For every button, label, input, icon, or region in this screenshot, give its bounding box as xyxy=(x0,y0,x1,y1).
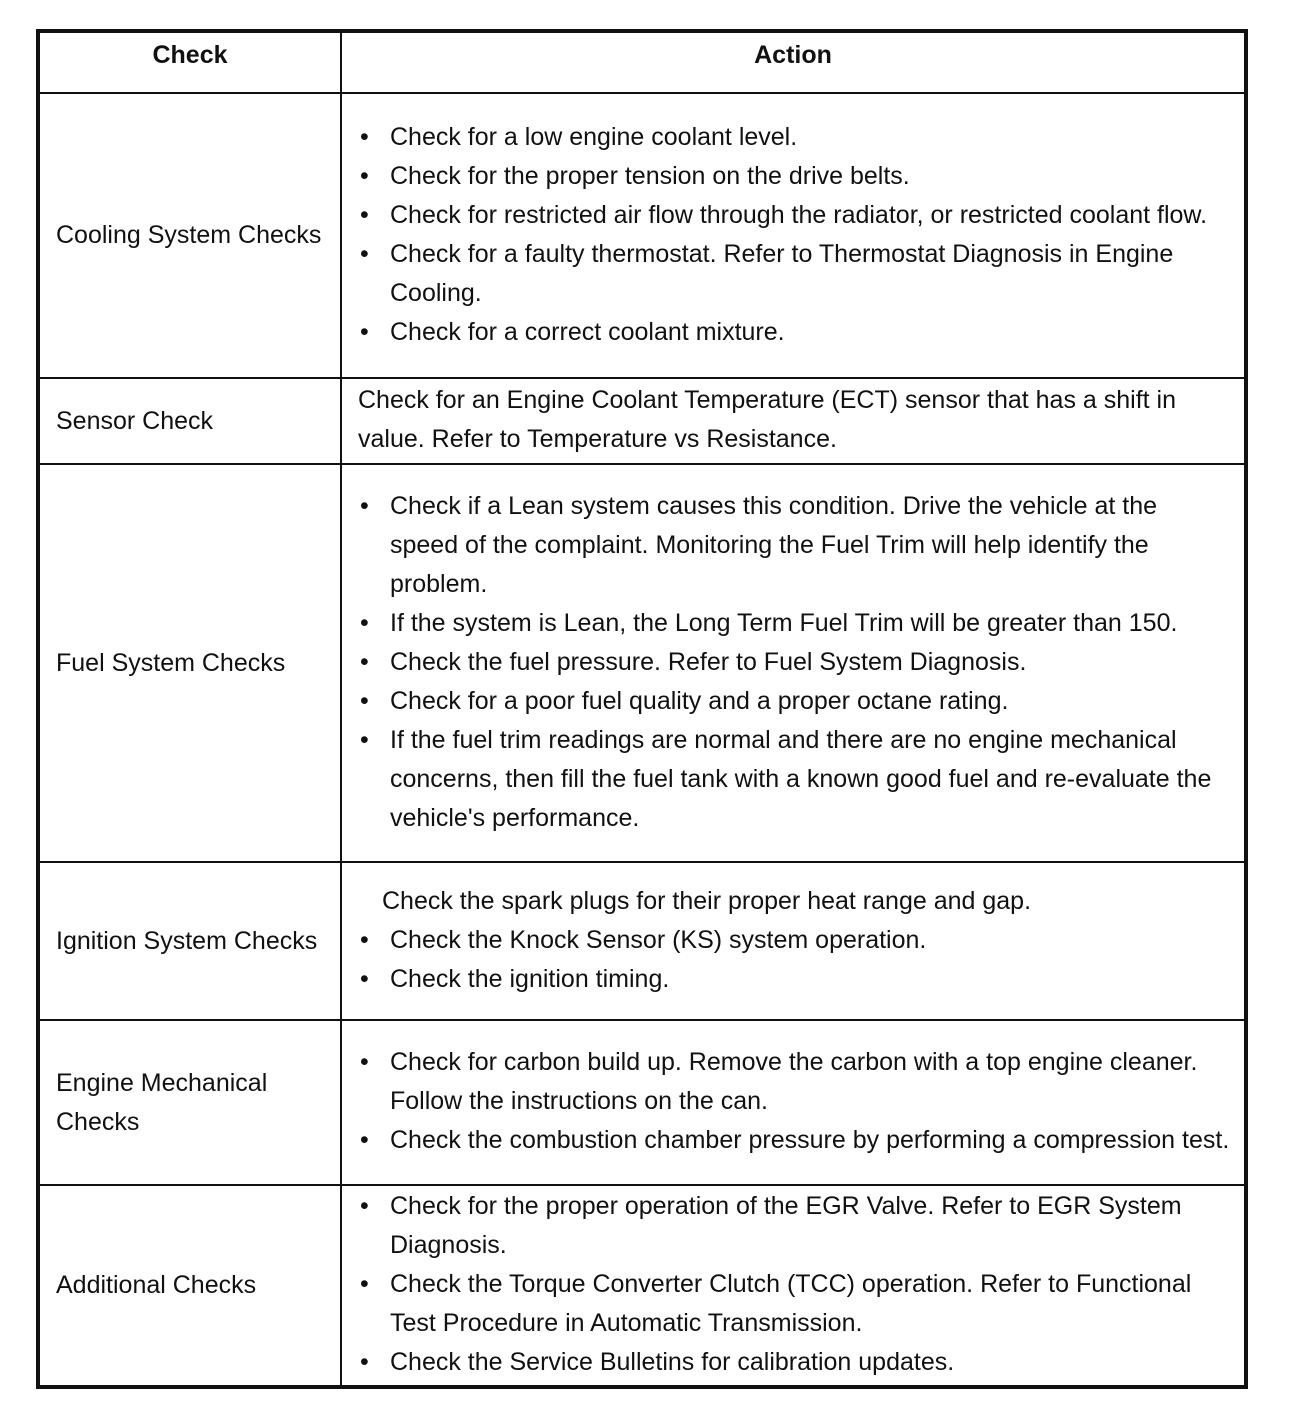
action-list xyxy=(356,118,1230,352)
check-cell: Cooling System Checks xyxy=(38,93,341,378)
list-item: • If the fuel trim readings are normal and there are no engine mechanical concerns, then fill the fuel tank with a known good fuel and re-evaluate the vehicle's performance. xyxy=(356,721,1230,838)
table-row xyxy=(38,1020,1246,1185)
action-cell xyxy=(341,1020,1246,1185)
list-item: • Check for the proper tension on the drive belts. xyxy=(356,157,1230,196)
check-cell: Ignition System Checks xyxy=(38,862,341,1020)
action-cell xyxy=(341,464,1246,862)
action-list xyxy=(356,921,1230,999)
action-cell xyxy=(341,378,1246,464)
check-cell: Engine Mechanical Checks xyxy=(38,1020,341,1185)
action-list xyxy=(356,1187,1230,1382)
action-column-header: Action xyxy=(341,31,1246,93)
list-item: • If the system is Lean, the Long Term Fuel Trim will be greater than 150. xyxy=(356,604,1230,643)
list-item: • Check for a correct coolant mixture. xyxy=(356,313,1230,352)
list-item: • Check for a low engine coolant level. xyxy=(356,118,1230,157)
action-list xyxy=(356,487,1230,838)
list-item: • Check for the proper operation of the EGR Valve. Refer to EGR System Diagnosis. xyxy=(356,1187,1230,1265)
header-row xyxy=(38,31,1246,93)
table-row xyxy=(38,862,1246,1020)
action-cell xyxy=(341,1185,1246,1387)
list-item: • Check the Service Bulletins for calibration updates. xyxy=(356,1343,1230,1382)
list-item: • Check for carbon build up. Remove the carbon with a top engine cleaner. Follow the instructions on the can. xyxy=(356,1043,1230,1121)
list-item: • Check the Torque Converter Clutch (TCC) operation. Refer to Functional Test Procedure in Automatic Transmission. xyxy=(356,1265,1230,1343)
check-cell: Fuel System Checks xyxy=(38,464,341,862)
table-row xyxy=(38,1185,1246,1387)
list-item: • Check for restricted air flow through the radiator, or restricted coolant flow. xyxy=(356,196,1230,235)
list-item: • Check if a Lean system causes this condition. Drive the vehicle at the speed of the complaint. Monitoring the Fuel Trim will help identify the problem. xyxy=(356,487,1230,604)
action-text: Check the spark plugs for their proper heat range and gap. xyxy=(382,886,1032,915)
action-list xyxy=(356,1043,1230,1160)
list-item: • Check the combustion chamber pressure by performing a compression test. xyxy=(356,1121,1230,1160)
check-cell: Additional Checks xyxy=(38,1185,341,1387)
check-cell: Sensor Check xyxy=(38,378,341,464)
table-row xyxy=(38,378,1246,464)
diagnostic-checks-table xyxy=(36,29,1248,1389)
action-cell xyxy=(341,93,1246,378)
check-column-header: Check xyxy=(38,31,341,93)
list-item: • Check the Knock Sensor (KS) system operation. xyxy=(356,921,1230,960)
list-item: • Check for a poor fuel quality and a proper octane rating. xyxy=(356,682,1230,721)
table-row xyxy=(38,93,1246,378)
action-text: Check for an Engine Coolant Temperature (ECT) sensor that has a shift in value. Refer to Temperature vs Resistance. xyxy=(358,386,1177,453)
action-cell xyxy=(341,862,1246,1020)
list-item: • Check the fuel pressure. Refer to Fuel System Diagnosis. xyxy=(356,643,1230,682)
list-item: • Check for a faulty thermostat. Refer to Thermostat Diagnosis in Engine Cooling. xyxy=(356,235,1230,313)
table-row xyxy=(38,464,1246,862)
list-item: • Check the ignition timing. xyxy=(356,960,1230,999)
